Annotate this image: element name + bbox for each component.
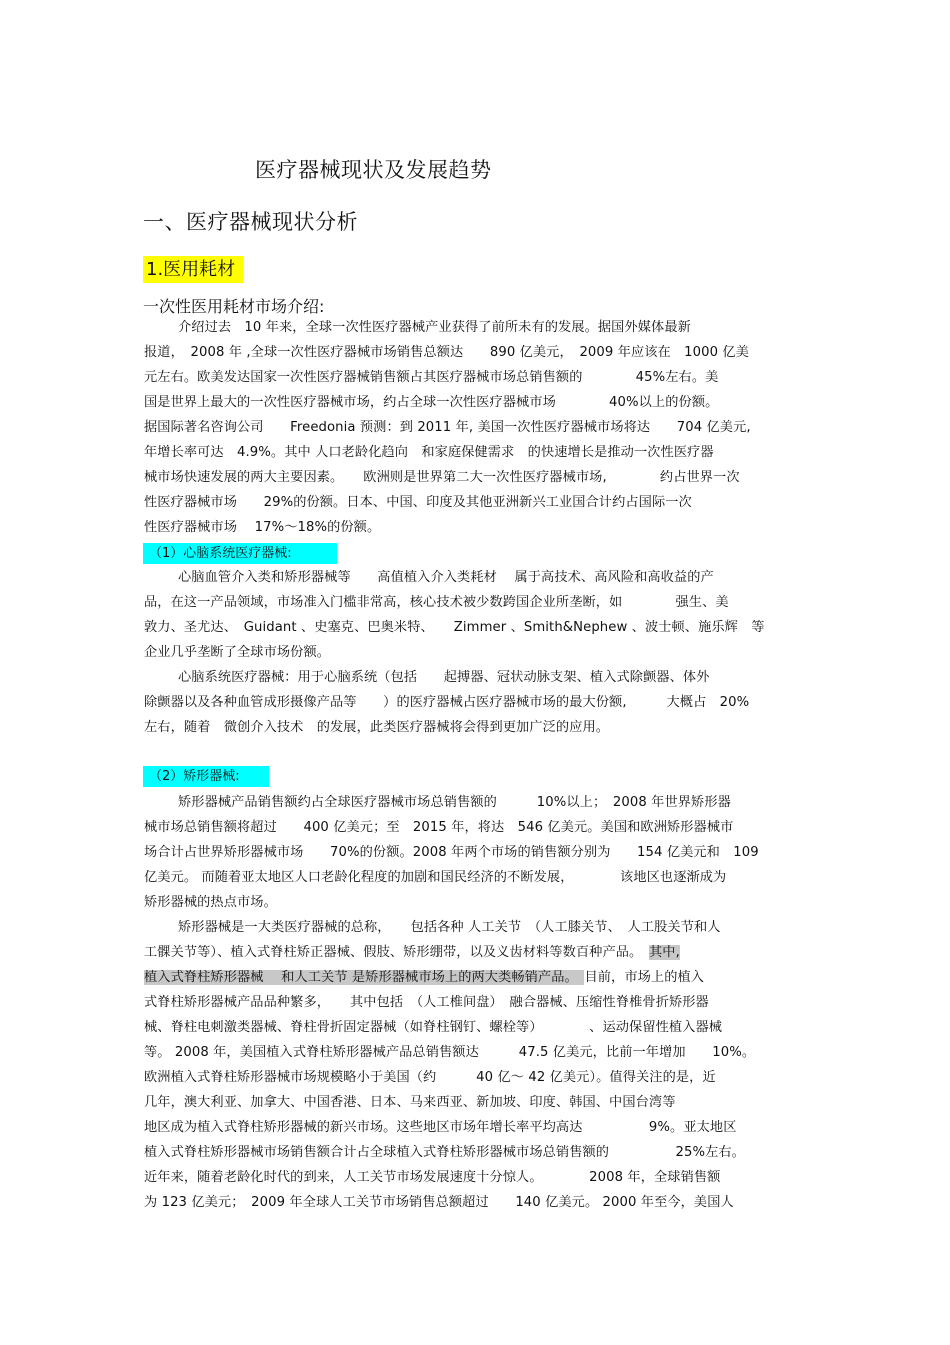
text-line: 地区成为植入式脊柱矫形器械的新兴市场。这些地区市场年增长率平均高达 9%。亚太地区: [144, 1120, 737, 1135]
text-line: 场合计占世界矫形器械市场 70%的份额。2008 年两个市场的销售额分别为 154 亿美元和 109: [144, 845, 759, 860]
text-line: 左右，随着 微创介入技术 的发展，此类医疗器械将会得到更加广泛的应用。: [144, 720, 610, 735]
text-line: 性医疗器械市场 17%～18%的份额。: [144, 520, 381, 535]
orthopedic-paragraph-a: [144, 790, 814, 915]
text-line: 欧洲植入式脊柱矫形器械市场规模略小于美国（约 40 亿～ 42 亿美元）。值得关注的是，近: [144, 1070, 716, 1085]
text-segment: 工髁关节等）、植入式脊柱矫正器械、假肢、矫形绷带，以及义齿材料等数百种产品。: [144, 945, 650, 960]
category-label-cardio: （1）心脑系统医疗器械:: [143, 543, 337, 564]
text-line: 等。 2008 年，美国植入式脊柱矫形器械产品总销售额达 47.5 亿美元，比前一年增加 10%。: [144, 1045, 756, 1060]
text-line: 矫形器械是一大类医疗器械的总称， 包括各种 人工关节 （人工膝关节、 人工股关节和人: [178, 920, 721, 935]
section-heading: 一、医疗器械现状分析: [143, 210, 358, 234]
text-line: 报道， 2008 年 ,全球一次性医疗器械市场销售总额达 890 亿美元， 2009 年应该在 1000 亿美: [144, 345, 749, 360]
text-line: 性医疗器械市场 29%的份额。日本、中国、印度及其他亚洲新兴工业国合计约占国际一次: [144, 495, 692, 510]
text-line: 国是世界上最大的一次性医疗器械市场，约占全球一次性医疗器械市场 40%以上的份额。: [144, 395, 719, 410]
cardio-paragraph-b: [144, 665, 814, 740]
text-line: 植入式脊柱矫形器械市场销售额合计占全球植入式脊柱矫形器械市场总销售额的 25%左右。: [144, 1145, 745, 1160]
intro-label: 一次性医用耗材市场介绍:: [143, 297, 325, 316]
text-line: 心脑系统医疗器械：用于心脑系统（包括 起搏器、冠状动脉支架、植入式除颤器、体外: [178, 670, 710, 685]
text-segment: 目前，市场上的植入: [584, 970, 705, 985]
text-line: 据国际著名咨询公司 Freedonia 预测：到 2011 年, 美国一次性医疗器械市场将达 704 亿美元,: [144, 420, 751, 435]
orthopedic-paragraph-b: [144, 915, 814, 1215]
text-line: 年增长率可达 4.9%。其中 人口老龄化趋向 和家庭保健需求 的快速增长是推动一次性医疗器: [144, 445, 714, 460]
text-line: 心脑血管介入类和矫形器械等 高值植入介入类耗材 属于高技术、高风险和高收益的产: [178, 570, 714, 585]
text-line: 械、脊柱电刺激类器械、脊柱骨折固定器械（如脊柱钢钉、螺栓等） 、运动保留性植入器械: [144, 1020, 723, 1035]
text-line: [144, 940, 814, 965]
text-line: 介绍过去 10 年来，全球一次性医疗器械产业获得了前所未有的发展。据国外媒体最新: [178, 320, 691, 335]
text-line: 械市场总销售额将超过 400 亿美元；至 2015 年，将达 546 亿美元。美国和欧洲矫形器械市: [144, 820, 734, 835]
text-line: 矫形器械产品销售额约占全球医疗器械市场总销售额的 10%以上； 2008 年世界矫形器: [178, 795, 731, 810]
text-line: 企业几乎垄断了全球市场份额。: [144, 645, 331, 660]
subsection-heading: 1.医用耗材: [143, 256, 243, 283]
highlighted-text: 植入式脊柱矫形器械 和人工关节 是矫形器械市场上的两大类畅销产品。: [144, 970, 585, 985]
text-line: 元左右。欧美发达国家一次性医疗器械销售额占其医疗器械市场总销售额的 45%左右。美: [144, 370, 719, 385]
document-title: 医疗器械现状及发展趋势: [255, 158, 492, 182]
text-line: 式脊柱矫形器械产品品种繁多， 其中包括 （人工椎间盘） 融合器械、压缩性脊椎骨折矫形器: [144, 995, 709, 1010]
text-line: 为 123 亿美元； 2009 年全球人工关节市场销售总额超过 140 亿美元。 2000 年至今，美国人: [144, 1195, 734, 1210]
text-line: [144, 965, 814, 990]
text-line: 械市场快速发展的两大主要因素。 欧洲则是世界第二大一次性医疗器械市场, 约占世界一次: [144, 470, 740, 485]
intro-paragraph: [144, 315, 814, 540]
text-line: 敦力、圣尤达、 Guidant 、史塞克、巴奥米特、 Zimmer 、Smith&Nephew 、波士顿、施乐辉 等: [144, 620, 765, 635]
text-line: 除颤器以及各种血管成形摄像产品等 ）的医疗器械占医疗器械市场的最大份额, 大概占 20%: [144, 695, 750, 710]
category-label-orthopedic: （2）矫形器械:: [143, 766, 269, 787]
text-line: 几年，澳大利亚、加拿大、中国香港、日本、马来西亚、新加坡、印度、韩国、中国台湾等: [144, 1095, 676, 1110]
text-line: 近年来，随着老龄化时代的到来，人工关节市场发展速度十分惊人。 2008 年，全球销售额: [144, 1170, 721, 1185]
highlighted-text: 其中,: [649, 945, 680, 960]
text-line: 品，在这一产品领域，市场准入门槛非常高，核心技术被少数跨国企业所垄断，如 强生、美: [144, 595, 729, 610]
cardio-paragraph-a: [144, 565, 814, 665]
text-line: 矫形器械的热点市场。: [144, 895, 277, 910]
text-line: 亿美元。 而随着亚太地区人口老龄化程度的加剧和国民经济的不断发展， 该地区也逐渐成为: [144, 870, 727, 885]
